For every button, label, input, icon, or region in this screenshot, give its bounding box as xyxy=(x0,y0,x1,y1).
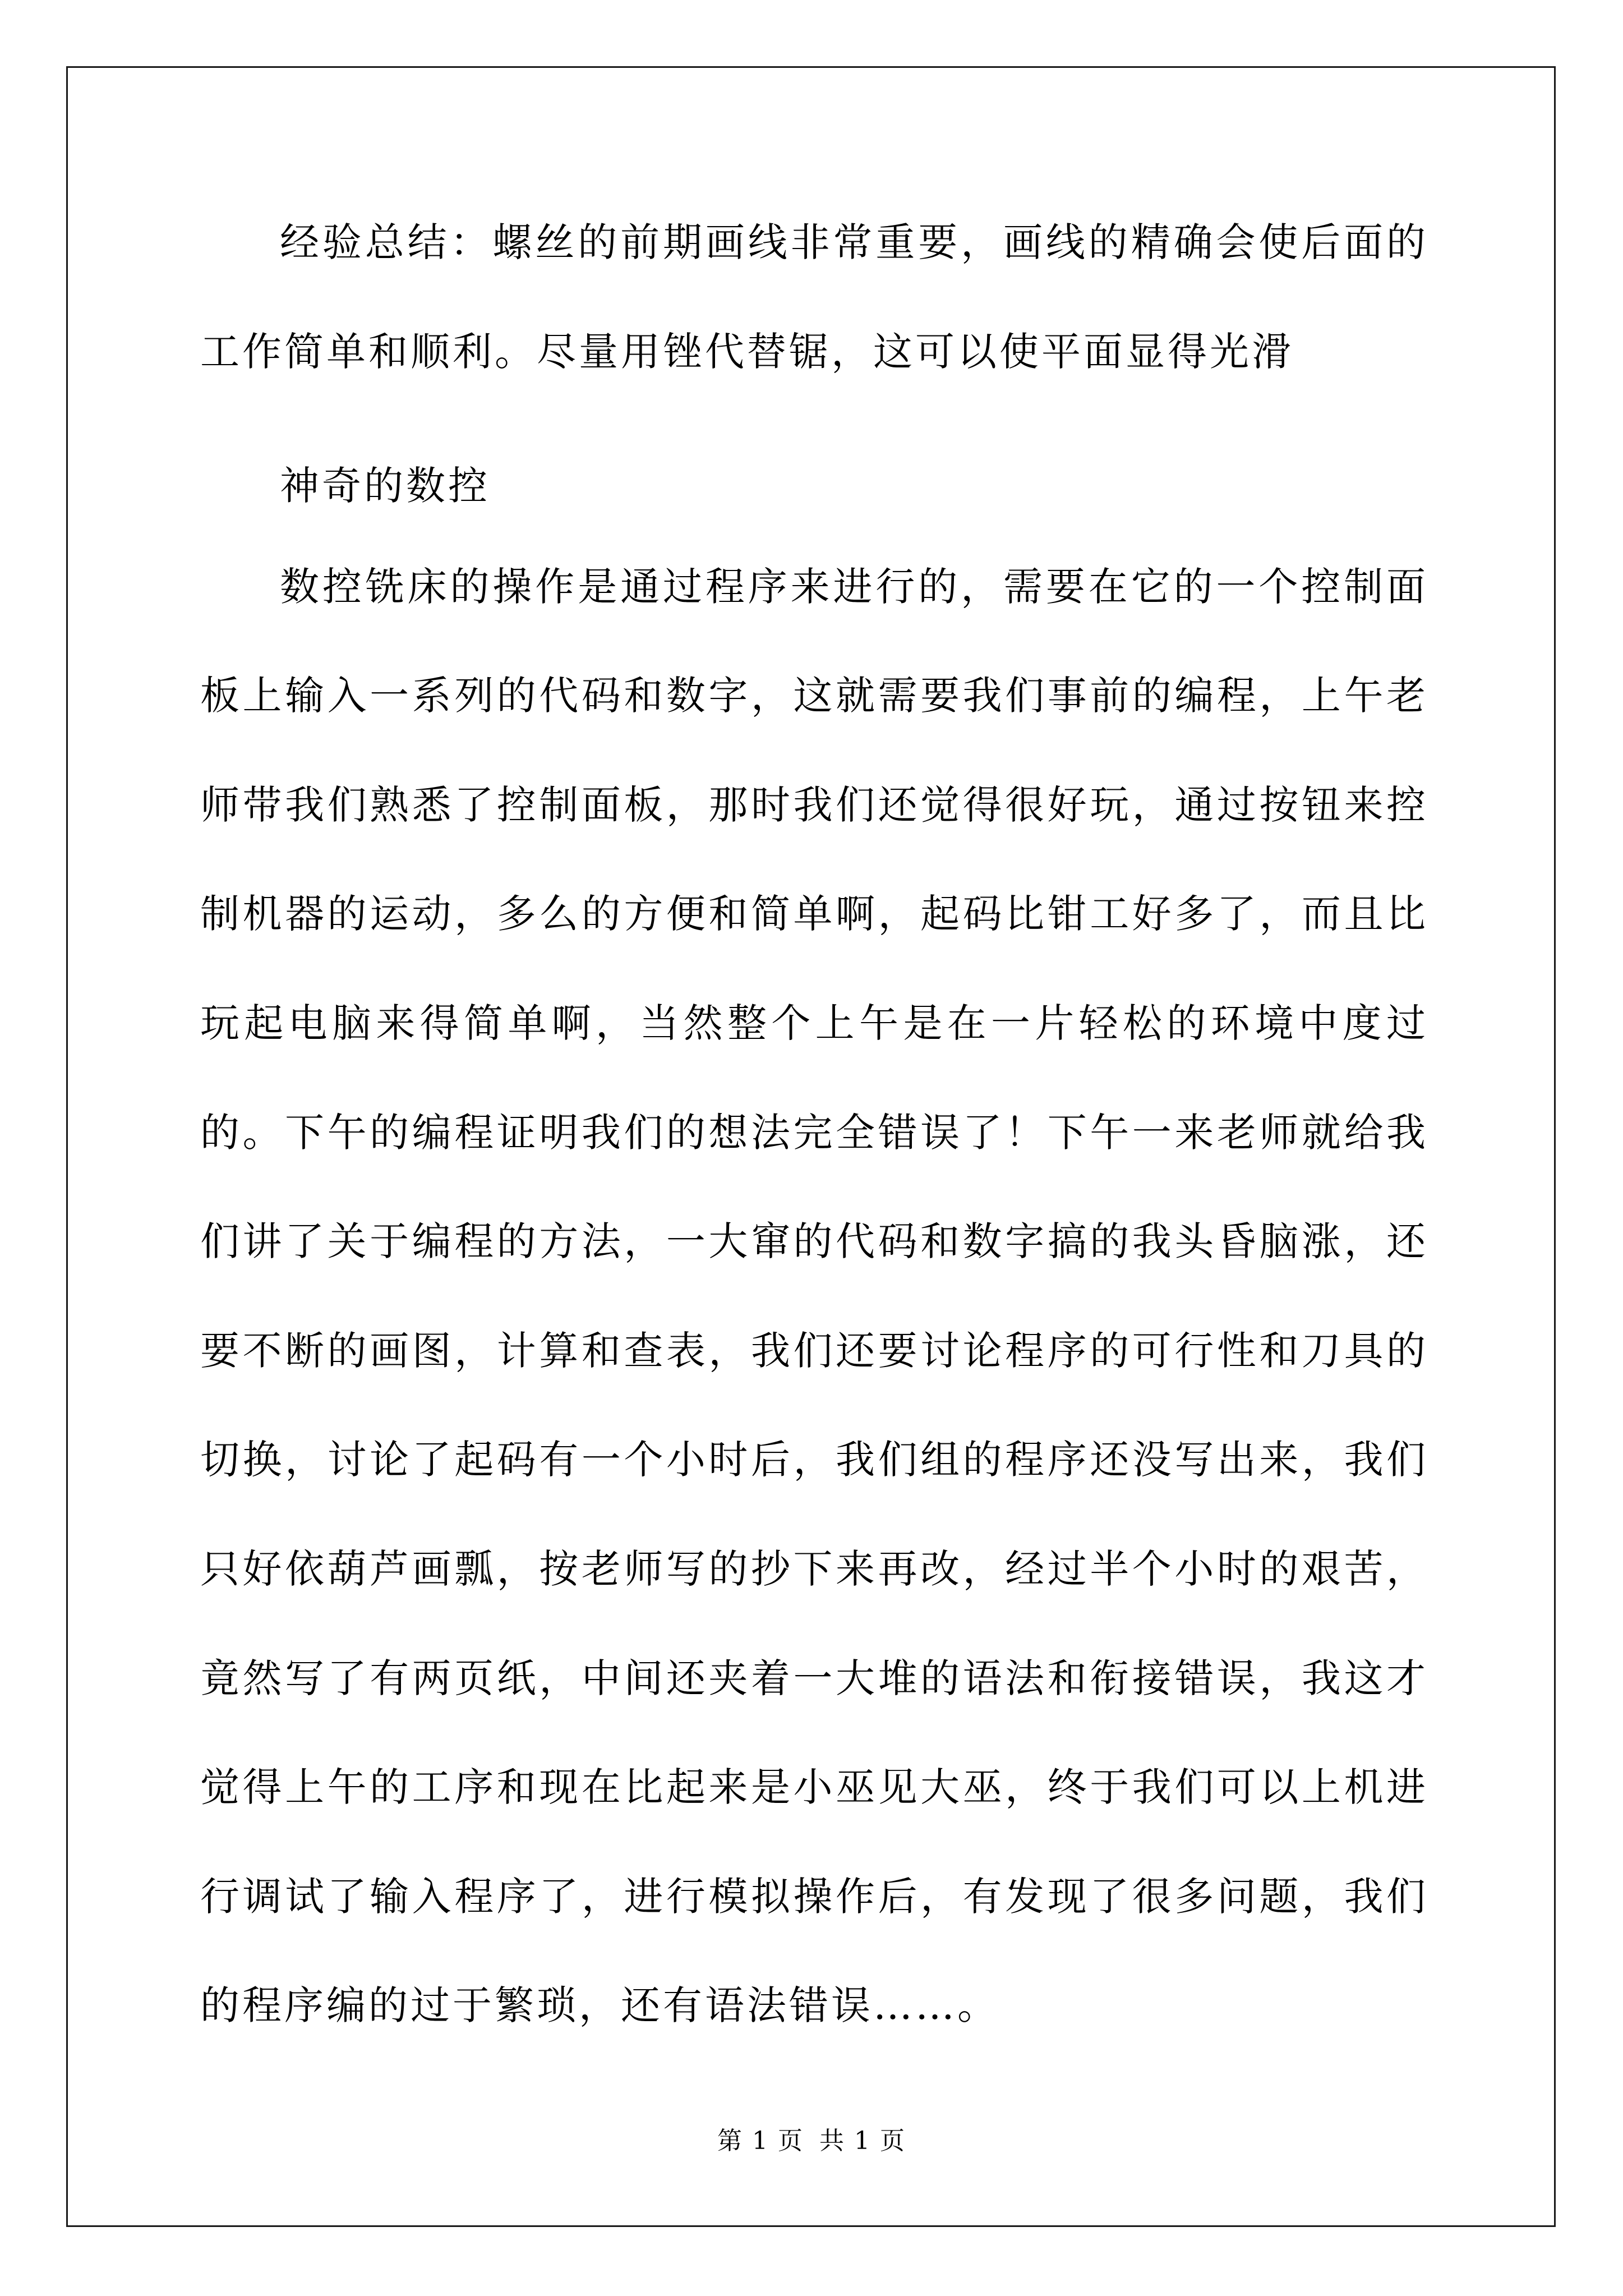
page-footer xyxy=(0,2120,1623,2156)
body-paragraph: 数控铣床的操作是通过程序来进行的，需要在它的一个控制面板上输入一系列的代码和数字，这就需要我们事前的编程，上午老师带我们熟悉了控制面板，那时我们还觉得很好玩，通过按钮来控制机器的运动，多么的方便和简单啊，起码比钳工好多了，而且比玩起电脑来得简单啊，当然整个上午是在一片轻松的环境中度过的。下午的编程证明我们的想法完全错误了！下午一来老师就给我们讲了关于编程的方法，一大窜的代码和数字搞的我头昏脑涨，还要不断的画图，计算和查表，我们还要讨论程序的可行性和刀具的切换，讨论了起码有一个小时后，我们组的程序还没写出来，我们只好依葫芦画瓢，按老师写的抄下来再改，经过半个小时的艰苦，竟然写了有两页纸，中间还夹着一大堆的语法和衔接错误，我这才觉得上午的工序和现在比起来是小巫见大巫，终于我们可以上机进行调试了输入程序了，进行模拟操作后，有发现了很多问题，我们的程序编的过于繁琐，还有语法错误……。 xyxy=(200,563,1428,2029)
summary-paragraph: 经验总结：螺丝的前期画线非常重要，画线的精确会使后面的工作简单和顺利。尽量用锉代替锯，这可以使平面显得光滑 xyxy=(200,219,1428,375)
section-heading: 神奇的数控 xyxy=(280,463,490,509)
document-body xyxy=(200,219,1428,2060)
page-number-current: 第 1 页 xyxy=(717,2127,804,2155)
page-number-total: 共 1 页 xyxy=(819,2127,906,2155)
